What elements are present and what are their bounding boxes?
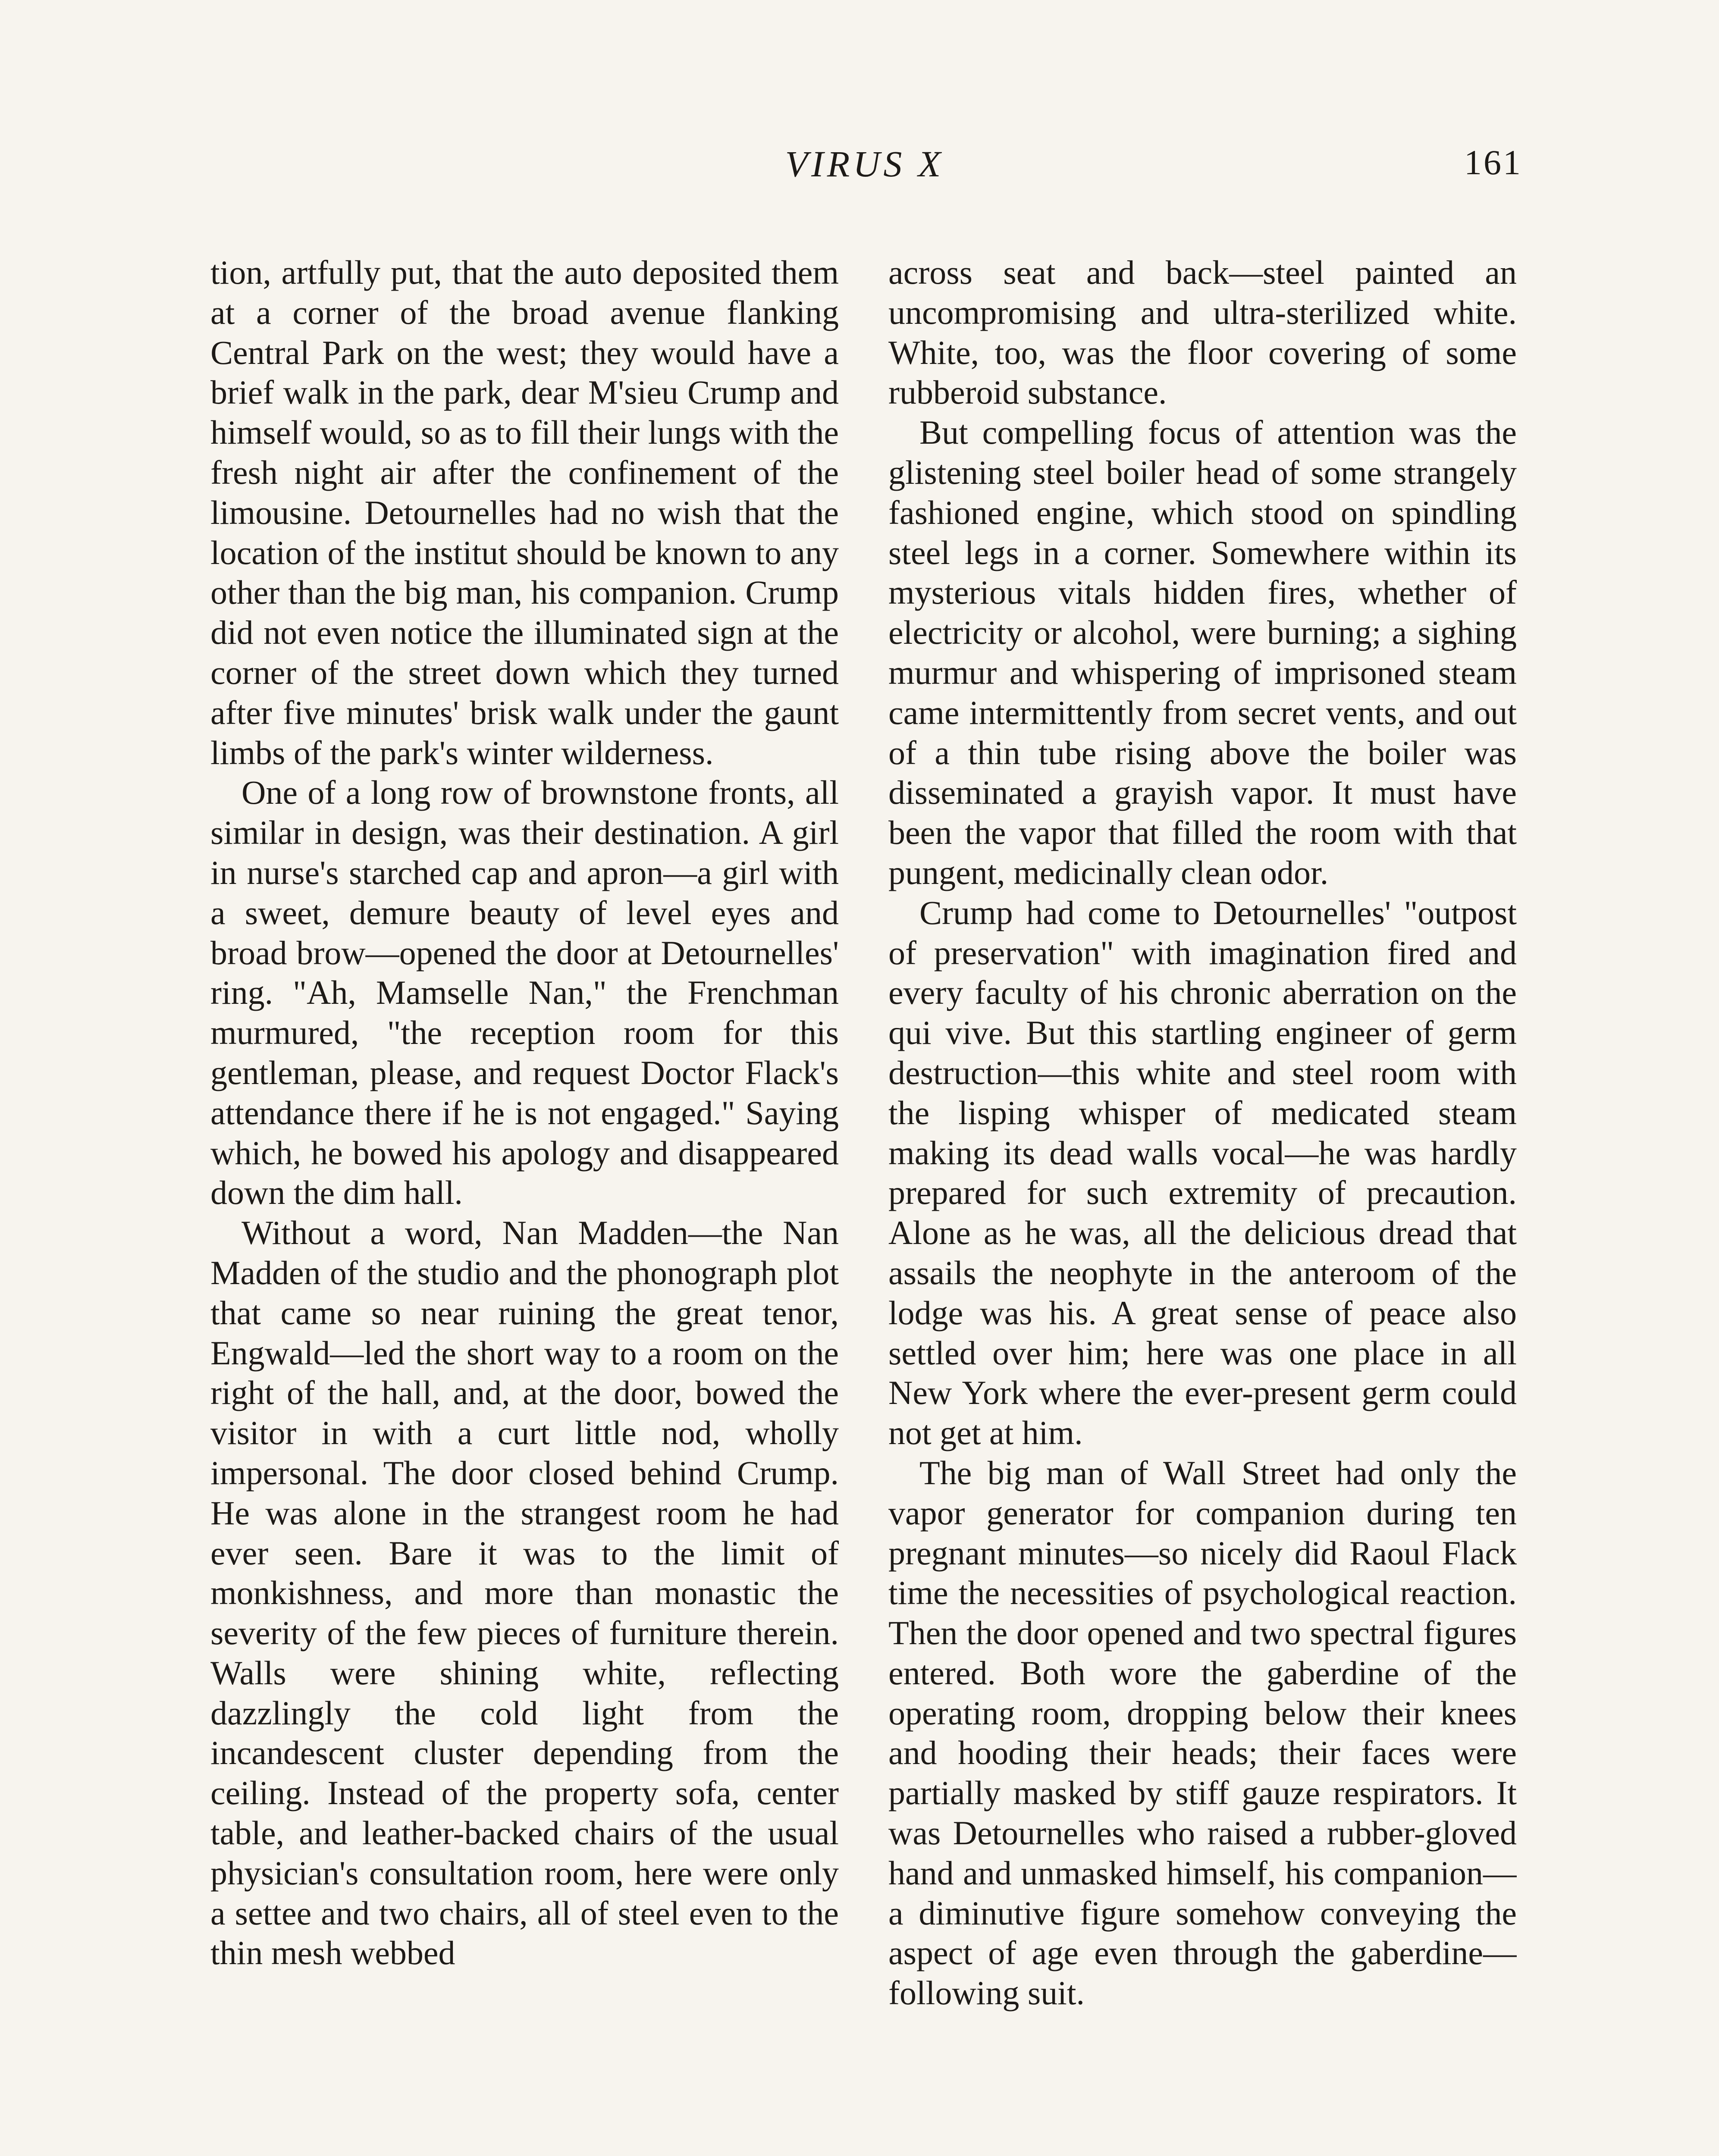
left-column [210, 253, 839, 2156]
paragraph: Without a word, Nan Madden—the Nan Madden of the studio and the phonograph plot that came so near ruining the great tenor, Engwald—led the short way to a room on the right of the hall, and, at the door, bowed the visitor in with a curt little nod, wholly impersonal. The door closed behind Crump. He was alone in the strangest room he had ever seen. Bare it was to the limit of monkishness, and more than monastic the severity of the few pieces of furniture therein. Walls were shining white, reflecting dazzlingly the cold light from the incandescent cluster depending from the ceiling. Instead of the property sofa, center table, and leather-backed chairs of the usual physician's consultation room, here were only a settee and two chairs, all of steel even to the thin mesh webbed [210, 1214, 839, 1972]
right-column [888, 253, 1517, 2156]
paragraph: But compelling focus of attention was the glistening steel boiler head of some strangely fashioned engine, which stood on spindling steel legs in a corner. Somewhere within its mysterious vitals hidden fires, whether of electricity or alcohol, were burning; a sighing murmur and whispering of imprisoned steam came intermittently from secret vents, and out of a thin tube rising above the boiler was disseminated a grayish vapor. It must have been the vapor that filled the room with that pungent, medicinally clean odor. [888, 414, 1517, 891]
page-header [207, 142, 1522, 190]
paragraph: across seat and back—steel painted an uncompromising and ultra-sterilized white. White, too, was the floor covering of some rubberoid substance. [888, 254, 1517, 411]
running-head: VIRUS X [785, 143, 944, 185]
paragraph: Crump had come to Detournelles' "outpost of preservation" with imagination fired and every faculty of his chronic aberration on the qui vive. But this startling engineer of germ destruction—this white and steel room with the lisping whisper of medicated steam making its dead walls vocal—he was hardly prepared for such extremity of precaution. Alone as he was, all the delicious dread that assails the neophyte in the anteroom of the lodge was his. A great sense of peace also settled over him; here was one place in all New York where the ever-present germ could not get at him. [888, 893, 1517, 1452]
paragraph: tion, artfully put, that the auto deposited them at a corner of the broad avenue flanking Central Park on the west; they would have a brief walk in the park, dear M'sieu Crump and himself would, so as to fill their lungs with the fresh night air after the confinement of the limousine. Detournelles had no wish that the location of the institut should be known to any other than the big man, his companion. Crump did not even notice the illuminated sign at the corner of the street down which they turned after five minutes' brisk walk under the gaunt limbs of the park's winter wilderness. [210, 254, 839, 771]
page-number: 161 [1464, 143, 1522, 182]
text-columns [210, 253, 1517, 2156]
paragraph: The big man of Wall Street had only the vapor generator for companion during ten pregnant minutes—so nicely did Raoul Flack time the necessities of psychological reaction. Then the door opened and two spectral figures entered. Both wore the gaberdine of the operating room, dropping below their knees and hooding their heads; their faces were partially masked by stiff gauze respirators. It was Detournelles who raised a rubber-gloved hand and unmasked himself, his companion—a diminutive figure somehow conveying the aspect of age even through the gaberdine—following suit. [888, 1454, 1517, 2012]
paragraph: One of a long row of brownstone fronts, all similar in design, was their destination. A girl in nurse's starched cap and apron—a girl with a sweet, demure beauty of level eyes and broad brow—opened the door at Detournelles' ring. "Ah, Mamselle Nan," the Frenchman murmured, "the reception room for this gentleman, please, and request Doctor Flack's attendance there if he is not engaged." Saying which, he bowed his apology and disappeared down the dim hall. [210, 774, 839, 1212]
